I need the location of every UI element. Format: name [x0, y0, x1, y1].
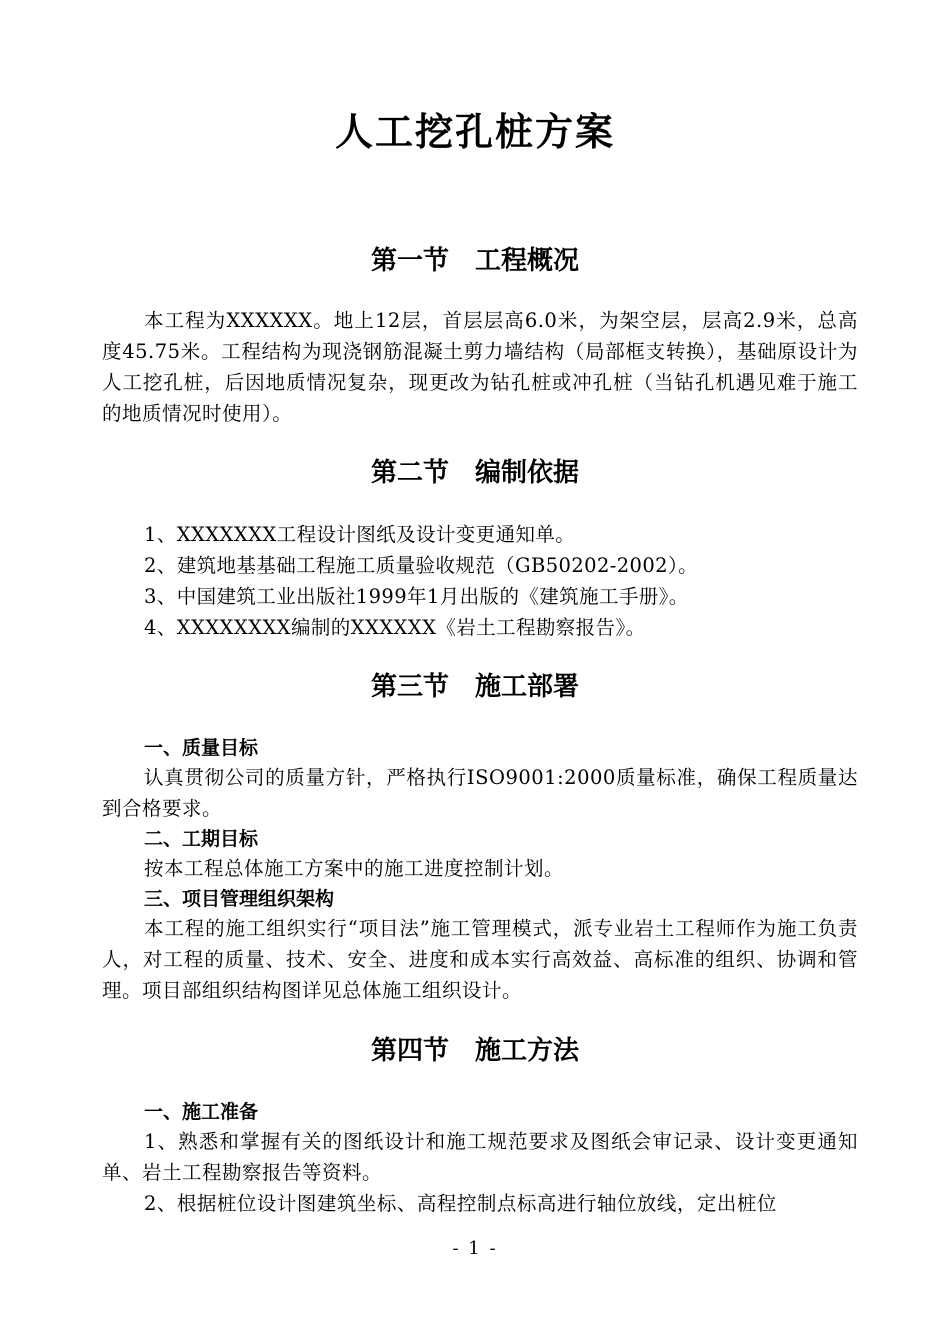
overview-paragraph: 本工程为XXXXXX。地上12层，首层层高6.0米，为架空层，层高2.9米，总高度45.75米。工程结构为现浇钢筋混凝土剪力墙结构（局部框支转换），基础原设计为人工挖孔桩，后因地质情况复杂，现更改为钻孔桩或冲孔桩（当钻孔机遇见难于施工的地质情况时使用）。	[102, 309, 858, 425]
page-number: - 1 -	[452, 1238, 498, 1259]
preparation-item: 2、根据桩位设计图建筑坐标、高程控制点标高进行轴位放线，定出桩位	[144, 1192, 777, 1215]
quality-goal-text: 认真贯彻公司的质量方针，严格执行ISO9001:2000质量标准，确保工程质量达到合格要求。	[102, 766, 858, 820]
subheading-organization: 三、项目管理组织架构	[144, 888, 335, 910]
basis-item: 1、XXXXXXX工程设计图纸及设计变更通知单。	[144, 523, 576, 546]
section-heading-methods: 第四节 施工方法	[370, 1036, 579, 1066]
section-heading-overview: 第一节 工程概况	[370, 246, 579, 276]
subheading-quality-goal: 一、质量目标	[144, 737, 259, 759]
document-title: 人工挖孔桩方案	[334, 110, 615, 154]
schedule-goal-text: 按本工程总体施工方案中的施工进度控制计划。	[144, 857, 565, 880]
subheading-preparation: 一、施工准备	[144, 1101, 259, 1123]
basis-item: 4、XXXXXXXX编制的XXXXXX《岩土工程勘察报告》。	[144, 616, 646, 639]
section-heading-deployment: 第三节 施工部署	[370, 672, 579, 702]
section-heading-basis: 第二节 编制依据	[370, 458, 579, 488]
subheading-schedule-goal: 二、工期目标	[144, 828, 259, 850]
preparation-item: 1、熟悉和掌握有关的图纸设计和施工规范要求及图纸会审记录、设计变更通知单、岩土工程勘察报告等资料。	[102, 1130, 858, 1184]
basis-item: 3、中国建筑工业出版社1999年1月出版的《建筑施工手册》。	[144, 585, 689, 608]
organization-text: 本工程的施工组织实行“项目法”施工管理模式，派专业岩土工程师作为施工负责人，对工程的质量、技术、安全、进度和成本实行高效益、高标准的组织、协调和管理。项目部组织结构图详见总体施工组织设计。	[102, 917, 858, 1002]
basis-item: 2、建筑地基基础工程施工质量验收规范（GB50202-2002）。	[144, 554, 699, 577]
